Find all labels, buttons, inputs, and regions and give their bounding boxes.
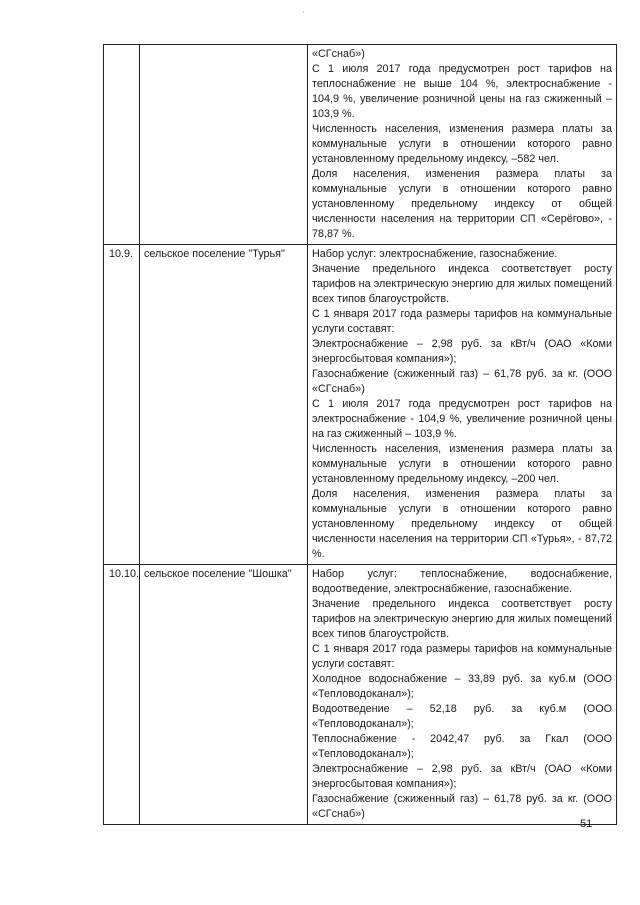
- description-paragraph: С 1 января 2017 года размеры тарифов на коммунальные услуги составят:: [312, 643, 612, 670]
- description-paragraph: Газоснабжение (сжиженный газ) – 61,78 руб. за кг. (ООО «СГснаб»): [312, 368, 612, 395]
- page-number: 51: [580, 818, 593, 830]
- description-paragraph: Доля населения, изменения размера платы за коммунальные услуги в отношении которого равно установленному предельному индексу от общей численности населения на территории СП «Турья», - 87,72 %.: [312, 488, 612, 560]
- description-paragraph: Значение предельного индекса соответствует росту тарифов на электрическую энергию для жилых помещений всех типов благоустройств.: [312, 263, 612, 305]
- description-paragraph: Водоотведение – 52,18 руб. за куб.м (ООО «Тепловодоканал»);: [312, 703, 612, 730]
- description-paragraph: Электроснабжение – 2,98 руб. за кВт/ч (ОАО «Коми энергосбытовая компания»);: [312, 338, 612, 365]
- table-row: [104, 45, 617, 245]
- description-cell: [308, 565, 617, 825]
- description-paragraph: Холодное водоснабжение – 33,89 руб. за куб.м (ООО «Тепловодоканал»);: [312, 673, 612, 700]
- description-cell: [308, 245, 617, 565]
- settlement-name: [140, 45, 308, 245]
- description-paragraph: Набор услуг: электроснабжение, газоснабжение.: [312, 248, 558, 260]
- table-row: [104, 245, 617, 565]
- description-paragraph: Численность населения, изменения размера платы за коммунальные услуги в отношении которого равно установленному предельному индексу, –582 чел.: [312, 123, 612, 165]
- row-number: 10.9.: [104, 245, 140, 565]
- settlement-name: сельское поселение "Турья": [140, 245, 308, 565]
- row-number: 10.10.: [104, 565, 140, 825]
- tariff-table: [103, 44, 617, 825]
- description-paragraph: С 1 июля 2017 года предусмотрен рост тарифов на теплоснабжение не выше 104 %, электроснабжение - 104,9 %, увеличение розничной цены на газ сжиженный – 103,9 %.: [312, 63, 612, 120]
- description-paragraph: Теплоснабжение - 2042,47 руб. за Гкал (ООО «Тепловодоканал»);: [312, 733, 612, 760]
- description-paragraph: Значение предельного индекса соответствует росту тарифов на электрическую энергию для жилых помещений всех типов благоустройств.: [312, 598, 612, 640]
- description-paragraph: Набор услуг: теплоснабжение, водоснабжение, водоотведение, электроснабжение, газоснабжение.: [312, 568, 612, 595]
- scan-mark: ·: [302, 8, 305, 17]
- table-row: [104, 565, 617, 825]
- description-cell: [308, 45, 617, 245]
- row-number: [104, 45, 140, 245]
- description-paragraph: «СГснаб»): [312, 48, 365, 60]
- description-paragraph: Газоснабжение (сжиженный газ) – 61,78 руб. за кг. (ООО «СГснаб»): [312, 793, 612, 820]
- description-paragraph: С 1 июля 2017 года предусмотрен рост тарифов на электроснабжение - 104,9 %, увеличение розничной цены на газ сжиженный – 103,9 %.: [312, 398, 612, 440]
- description-paragraph: С 1 января 2017 года размеры тарифов на коммунальные услуги составят:: [312, 308, 612, 335]
- description-paragraph: Электроснабжение – 2,98 руб. за кВт/ч (ОАО «Коми энергосбытовая компания»);: [312, 763, 612, 790]
- settlement-name: сельское поселение "Шошка": [140, 565, 308, 825]
- description-paragraph: Численность населения, изменения размера платы за коммунальные услуги в отношении которого равно установленному предельному индексу, –200 чел.: [312, 443, 612, 485]
- description-paragraph: Доля населения, изменения размера платы за коммунальные услуги в отношении которого равно установленному предельному индексу от общей численности населения на территории СП «Серёгово», - 78,87 %.: [312, 168, 612, 240]
